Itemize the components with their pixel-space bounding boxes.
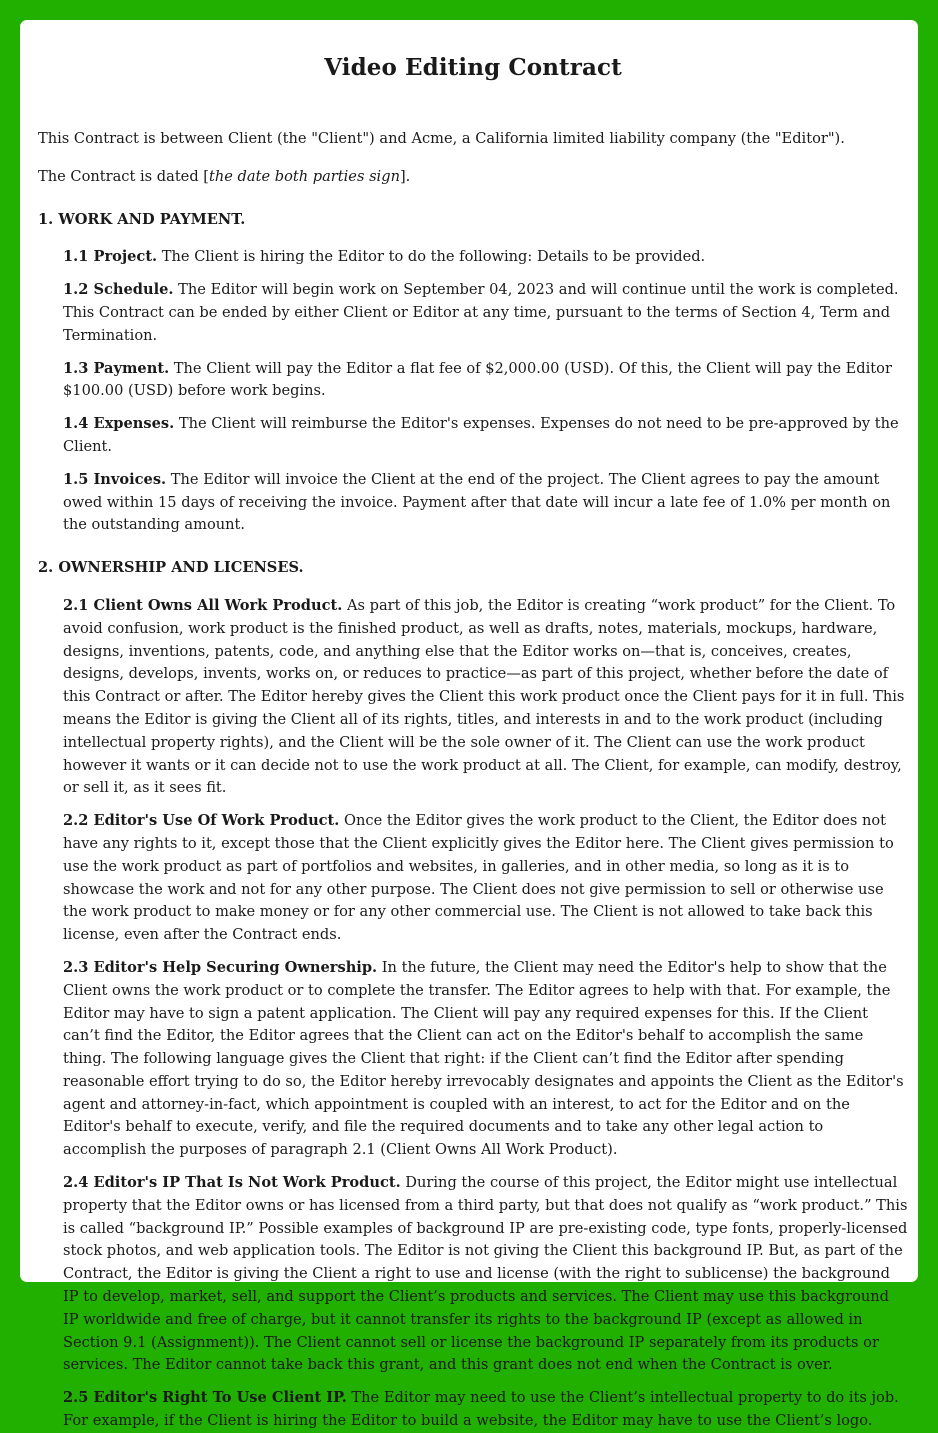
- clause-text: In the future, the Client may need the Editor's help to show that the Client owns the work product or to complete the transfer. The Editor agrees to help with that. For example, the Editor may have to sign a patent application. The Client will pay any required expenses for this. If the Client can’t find the Editor, the Editor agrees that the Client can act on the Editor's behalf to accomplish the same thing. The following language gives the Client that right: if the Client can’t find the Editor after spending reasonable effort trying to do so, the Editor hereby irrevocably designates and appoints the Client as the Editor's agent and attorney-in-fact, which appointment is coupled with an interest, to act for the Editor and on the Editor's behalf to execute, verify, and file the required documents and to take any other legal action to accomplish the purposes of paragraph 2.1 (Client Owns All Work Product).: [63, 958, 904, 1159]
- clause-text: The Editor may need to use the Client’s intellectual property to do its job. For example, if the Client is hiring the Editor to build a website, the Editor may have to use the Client’s logo.: [63, 1389, 899, 1430]
- clause-label: 2.4 Editor's IP That Is Not Work Product.: [63, 1174, 401, 1192]
- clause-text: The Editor will invoice the Client at the end of the project. The Client agrees to pay the amount owed within 15 days of receiving the invoice. Payment after that date will incur a late fee of 1.0% per month on the outstanding amount.: [63, 470, 891, 534]
- clause-label: 1.3 Payment.: [63, 359, 170, 377]
- clause-label: 2.2 Editor's Use Of Work Product.: [63, 812, 340, 830]
- clause-text: The Client will pay the Editor a flat fee of $2,000.00 (USD). Of this, the Client will pay the Editor $100.00 (USD) before work begins.: [63, 359, 892, 400]
- clause-label: 2.5 Editor's Right To Use Client IP.: [63, 1389, 347, 1407]
- clause-label: 2.1 Client Owns All Work Product.: [63, 596, 343, 614]
- intro-parties: This Contract is between Client (the "Client") and Acme, a California limited liability company (the "Editor").: [38, 130, 845, 147]
- clause-label: 1.4 Expenses.: [63, 415, 175, 433]
- clause-label: 2.3 Editor's Help Securing Ownership.: [63, 958, 378, 976]
- clause-1-5: [63, 469, 908, 537]
- clause-text: The Client is hiring the Editor to do the following: Details to be provided.: [161, 248, 706, 266]
- clause-1-3: [63, 358, 908, 404]
- section-heading-ownership-and-licenses: 2. OWNERSHIP AND LICENSES.: [38, 559, 304, 577]
- clause-text: The Editor will begin work on September 04, 2023 and will continue until the work is completed. This Contract can be ended by either Client or Editor at any time, pursuant to the terms of Section 4, Term and Termination.: [63, 281, 899, 344]
- clause-label: 1.2 Schedule.: [63, 281, 174, 299]
- clause-1-4: [63, 413, 908, 459]
- contract-body: [20, 54, 918, 1433]
- dated-prefix: The Contract is dated [: [38, 167, 209, 185]
- page-title: Video Editing Contract: [324, 54, 622, 81]
- clause-2-2: [63, 810, 908, 947]
- clause-text: The Client will reimburse the Editor's expenses. Expenses do not need to be pre-approved by the Client.: [63, 415, 899, 455]
- clause-2-1: [63, 595, 908, 800]
- dated-placeholder: the date both parties sign: [209, 167, 400, 185]
- clause-2-4: [63, 1172, 908, 1377]
- section-heading-work-and-payment: 1. WORK AND PAYMENT.: [38, 210, 246, 228]
- clause-text: Once the Editor gives the work product to the Client, the Editor does not have any rights to it, except those that the Client explicitly gives the Editor here. The Client gives permission to use the work product as part of portfolios and websites, in galleries, and in other media, so long as it is to showcase the work and not for any other purpose. The Client does not give permission to sell or otherwise use the work product to make money or for any other commercial use. The Client is not allowed to take back this license, even after the Contract ends.: [63, 812, 894, 944]
- intro-dated: [38, 166, 908, 189]
- clause-label: 1.5 Invoices.: [63, 470, 167, 488]
- clause-text: During the course of this project, the Editor might use intellectual property that the Editor owns or has licensed from a third party, but that does not qualify as “work product.” This is called “background IP.” Possible examples of background IP are pre-existing code, type fonts, properly-licensed stock photos, and web application tools. The Editor is not giving the Client this background IP. But, as part of the Contract, the Editor is giving the Client a right to use and license (with the right to sublicense) the background IP to develop, market, sell, and support the Client’s products and services. The Client may use this background IP worldwide and free of charge, but it cannot transfer its rights to the background IP (except as allowed in Section 9.1 (Assignment)). The Client cannot sell or license the background IP separately from its products or services. The Editor cannot take back this grant, and this grant does not end when the Contract is over.: [63, 1174, 908, 1374]
- clause-label: 1.1 Project.: [63, 248, 158, 266]
- clause-text: As part of this job, the Editor is creating “work product” for the Client. To avoid confusion, work product is the finished product, as well as drafts, notes, materials, mockups, hardware, designs, inventions, patents, code, and anything else that the Editor works on—that is, conceives, creates, designs, develops, invents, works on, or reduces to practice—as part of this project, whether before the date of this Contract or after. The Editor hereby gives the Client this work product once the Client pays for it in full. This means the Editor is giving the Client all of its rights, titles, and interests in and to the work product (including intellectual property rights), and the Client will be the sole owner of it. The Client can use the work product however it wants or it can decide not to use the work product at all. The Client, for example, can modify, destroy, or sell it, as it sees fit.: [63, 596, 905, 797]
- clause-2-3: [63, 957, 908, 1162]
- clause-1-2: [63, 279, 908, 347]
- clause-1-1: [63, 246, 908, 269]
- clause-2-5: [63, 1387, 908, 1433]
- contract-card: [20, 20, 918, 1430]
- dated-suffix: ].: [399, 167, 411, 185]
